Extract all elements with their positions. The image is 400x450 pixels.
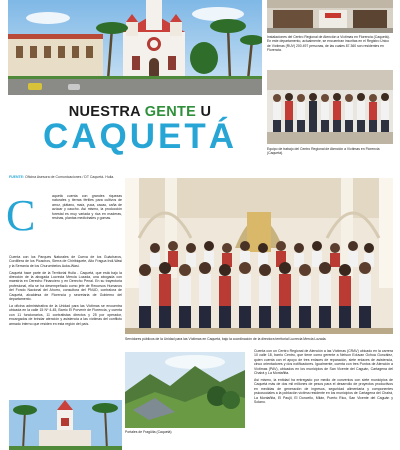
landscape-photo (125, 352, 245, 428)
intro-p4-text: La oficina administrativa de la Unidad para las Víctimas se encuentra ubicada en la calle 15 Nº 4-45, Barrio El Porvenir de Florencia, y cuenta con 11 funcionarios, 11 contratistas directos y 25 por operador, encargados de brindar atención y asistencia a las víctimas del conflicto armado interno que residen en esta región del país. (9, 303, 122, 326)
caption-team: Equipo de trabajo del Centro Regional de Atención a Víctimas en Florencia (Caquetá). (267, 147, 380, 156)
right-p2-text: Así mismo, la entidad ha entregado por medio de convenios con siete municipios de Caquetá más de dos mil millones de pesos para el desarrollo de proyectos productivos en medidas de generación de ingresos, seguridad alimentaria y componentes psicosociales a la población víctima residente en los municipios de Cartagena del Chairá, La Montañita, El Paujil, El Doncello, Milán, Puerto Rico, San Vicente del Caguán y Solano. (254, 377, 393, 405)
intro-column (9, 255, 122, 328)
source-credit (9, 175, 119, 179)
source-text: Oficina Asesora de Comunicaciones / DT Caquetá- Huila. (25, 175, 115, 179)
right-column-text (254, 349, 393, 407)
cathedral-photo (8, 0, 262, 95)
drop-cap: C (6, 191, 36, 240)
crav-building-photo (267, 0, 393, 33)
headline-word-u: U (200, 104, 212, 120)
intro-p1-text: aquetá cuenta con grandes riquezas naturales y tierras fértiles para cultivos de arroz, plátano, maíz, yuca, cacao, caña de azúcar y caucho. Así mismo, la producción forestal es muy variada y rica en maderas, resinas, plantas medicinales y gomas. (52, 194, 122, 221)
headline-word-nuestra: NUESTRA (68, 104, 141, 120)
caption-portales: Portales de Fragüita (Caquetá) (125, 430, 172, 434)
intro-p2-text: Cuenta con los Parques Naturales de Cueva de los Guácharos, Cordillera de los Picachos, Sierra de Chiribiquete, Alto Fragua Indi-Wasi y la Serranía de los Churumbelos Auka-Wasi. (9, 255, 122, 268)
headline-word-gente: GENTE (144, 104, 197, 120)
team-photo (267, 70, 393, 144)
intro-p3-text: Caquetá hace parte de la Territorial Huila - Caquetá, que está bajo la dirección de la abogada Lucrecia Mercia Lozada, una abogada con maestría en Derecho Financiero y en Derecho Penal. En su trayectoria profesional, ella se ha desempeñado como jefe de Recursos Humanos del Fondo Nacional del Ahorro, consultora del PNUD, contralora de Caquetá, alcaldesa de Florencia y secretaria de Gobierno del departamento. (9, 270, 122, 302)
church-tower-photo (9, 400, 122, 450)
headline-line2: CAQUETÁ (42, 117, 238, 156)
intro-paragraph-1 (52, 194, 122, 223)
source-label: FUENTE: (9, 175, 25, 179)
right-p1-text: Cuenta con un Centro Regional de Atención a las Víctimas (CRAV) ubicado en la carrera 10 calle 18, barrio Centro, que tiene como gerente a Nelson Eduvan Ochoa González, quien cuenta con el apoyo de tres enlaces de reparación, siete enlaces de asistencia, cinco orientadores y dos notificadores. Igualmente, cuenta con tres Puntos de Atención a Víctimas (PAV), ubicados en los municipios de San Vicente del Caguán, Cartagena del Chairá y La Montañita. (254, 349, 393, 376)
group-photo-church (125, 178, 393, 334)
caption-group: Servidores públicos de la Unidad para las Víctimas en Caquetá, bajo la coordinación de la directora territorial Lucrecia Mercia Lozada. (125, 337, 327, 341)
caption-crav-building: Instalaciones del Centro Regional de Atención a Víctimas en Florencia (Caquetá). En este departamento, actualmente, se encuentran inscritas en el Registro Único de Víctimas (RUV) 200.497 personas, de las cuales 87.360 son residentes en Florencia. (267, 35, 390, 52)
